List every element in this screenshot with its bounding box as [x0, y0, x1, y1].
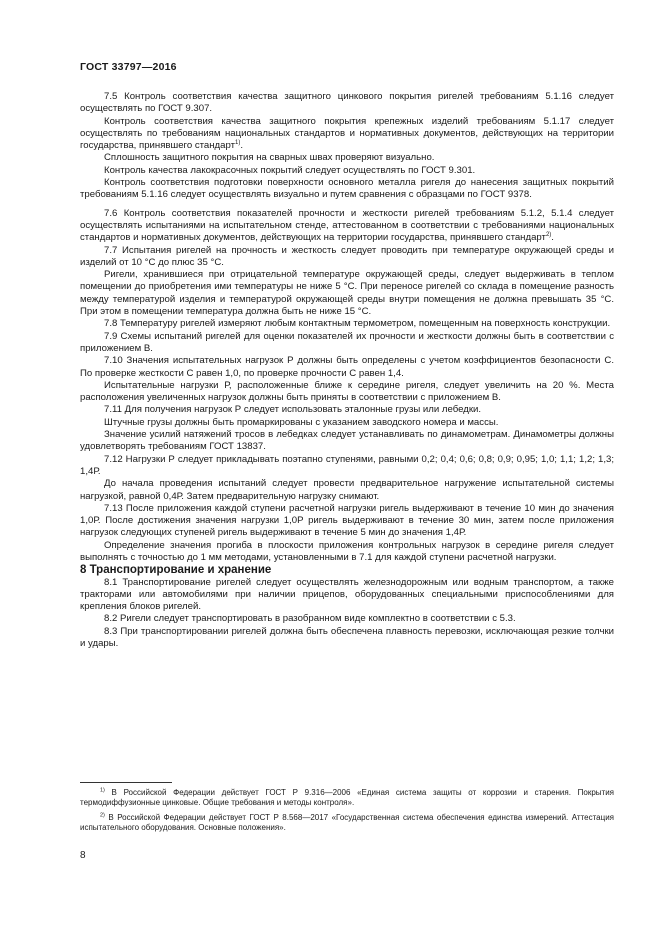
footnote-divider [80, 782, 172, 783]
paragraph-7-5-welds: Сплошность защитного покрытия на сварных швах проверяют визуально. [104, 152, 435, 164]
paragraph-7-9: 7.9 Схемы испытаний ригелей для оценки показателей их прочности и жесткости должны быть в соответствии с приложением В. [80, 330, 614, 354]
paragraph-8-1: 8.1 Транспортирование ригелей следует осуществлять железнодорожным или водным транспортом, а также тракторами или автомобилями при наличии прицепов, оборудованных специальными приспособлениями для крепления блоков ригелей. [80, 576, 614, 613]
document-body [80, 91, 614, 650]
paragraph-7-13-deflection: Определение значения прогиба в плоскости приложения контрольных нагрузок в середине ригеля следует выполнять с точностью до 1 мм методами, установленными в 7.1 для каждой ступени расчетной нагрузки. [80, 539, 614, 563]
page-number: 8 [80, 850, 86, 861]
paragraph-7-5-fasteners: Контроль соответствия качества защитного покрытия крепежных изделий требованиям 5.1.17 следует осуществлять по требованиям национальных стандартов и нормативных документов, действующих на территории государства, принявшего стандарт$^{1)}$. [80, 115, 614, 152]
footnotes [80, 788, 614, 837]
paragraph-7-6: 7.6 Контроль соответствия показателей прочности и жесткости ригелей требованиям 5.1.2, 5.1.4 следует осуществлять испытаниями на испытательном стенде, аттестованном в соответствии с требованиями национальных стандартов и нормативных документов, действующих на территории государства, принявшего стандарт$^{2)}$. [80, 207, 614, 244]
paragraph-7-11-winches: Значение усилий натяжений тросов в лебедках следует устанавливать по динамометрам. Динамометры должны удовлетворять требованиям ГОСТ 13837. [80, 429, 614, 453]
paragraph-7-11: 7.11 Для получения нагрузок Р следует использовать эталонные грузы или лебедки. [104, 404, 482, 416]
footnote-2: $^{2)}$ В Российской Федерации действует ГОСТ Р 8.568—2017 «Государственная система обеспечения единства измерений. Аттестация испытательного оборудования. Основные положения». [80, 811, 614, 832]
paragraph-7-7: 7.7 Испытания ригелей на прочность и жесткость следует проводить при температуре окружающей среды и изделий от 10 °С до плюс 35 °С. [80, 244, 614, 268]
paragraph-7-10: 7.10 Значения испытательных нагрузок Р должны быть определены с учетом коэффициентов безопасности С. По проверке жесткости С равен 1,0, по проверке прочности С равен 1,4. [80, 355, 614, 379]
paragraph-7-8: 7.8 Температуру ригелей измеряют любым контактным термометром, помещенным на поверхность конструкции. [104, 318, 611, 330]
document-header: ГОСТ 33797—2016 [80, 61, 177, 73]
paragraph-7-13: 7.13 После приложения каждой ступени расчетной нагрузки ригель выдерживают в течение 10 мин до значения 1,0Р. После достижения значения нагрузки 1,0Р ригель выдерживают в течение 30 мин, затем после приложения нагрузок следующих ступеней ригель выдерживают в течение 5 мин до значения 1,4Р. [80, 502, 614, 539]
paragraph-7-5-paint: Контроль качества лакокрасочных покрытий следует осуществлять по ГОСТ 9.301. [104, 164, 476, 176]
paragraph-7-12: 7.12 Нагрузки Р следует прикладывать поэтапно ступенями, равными 0,2; 0,4; 0,6; 0,8; 0,9; 0,95; 1,0; 1,1; 1,2; 1,3; 1,4Р. [80, 453, 614, 477]
footnote-mark-1: 1) [100, 787, 105, 794]
section-8-title: 8 Транспортирование и хранение [80, 564, 272, 577]
paragraph-8-2: 8.2 Ригели следует транспортировать в разобранном виде комплектно в соответствии с 5.3. [104, 613, 516, 625]
footnote-1: $^{1)}$ В Российской Федерации действует ГОСТ Р 9.316—2006 «Единая система защиты от коррозии и старения. Покрытия термодиффузионные цинковые. Общие требования и методы контроля». [80, 787, 614, 808]
footnote-mark-2: 2) [100, 811, 105, 818]
paragraph-7-10-loads: Испытательные нагрузки Р, расположенные ближе к середине ригеля, следует увеличить на 20 %. Места расположения увеличенных нагрузок должны быть приняты в соответствии с приложением В. [80, 379, 614, 404]
footnote-ref-2: 2) [545, 232, 552, 239]
paragraph-7-7-storage: Ригели, хранившиеся при отрицательной температуре окружающей среды, следует выдерживать в теплом помещении до приобретения ими температуры не ниже 5 °С. При переносе ригелей со склада в помещение разность между температурой изделия и температурой окружающей среды внутри помещения не должна превышать 35 °С. При этом в помещении температура должна быть не ниже 15 °С. [80, 269, 614, 318]
paragraph-8-3: 8.3 При транспортировании ригелей должна быть обеспечена плавность перевозки, исключающая резкие толчки и удары. [80, 625, 614, 650]
footnote-ref-1: 1) [234, 140, 241, 146]
paragraph-7-12-preload: До начала проведения испытаний следует провести предварительное нагружение испытательной системы нагрузкой, равной 0,4Р. Затем предварительную нагрузку снимают. [80, 478, 614, 502]
paragraph-7-11-weights: Штучные грузы должны быть промаркированы с указанием заводского номера и массы. [104, 416, 499, 428]
paragraph-7-5: 7.5 Контроль соответствия качества защитного цинкового покрытия ригелей требованиям 5.1.16 следует осуществлять по ГОСТ 9.307. [80, 91, 614, 115]
paragraph-7-5-surface: Контроль соответствия подготовки поверхности основного металла ригеля до нанесения защитных покрытий требованиям 5.1.16 следует осуществлять визуально и путем сравнения с образцами по ГОСТ 9378. [80, 177, 614, 201]
